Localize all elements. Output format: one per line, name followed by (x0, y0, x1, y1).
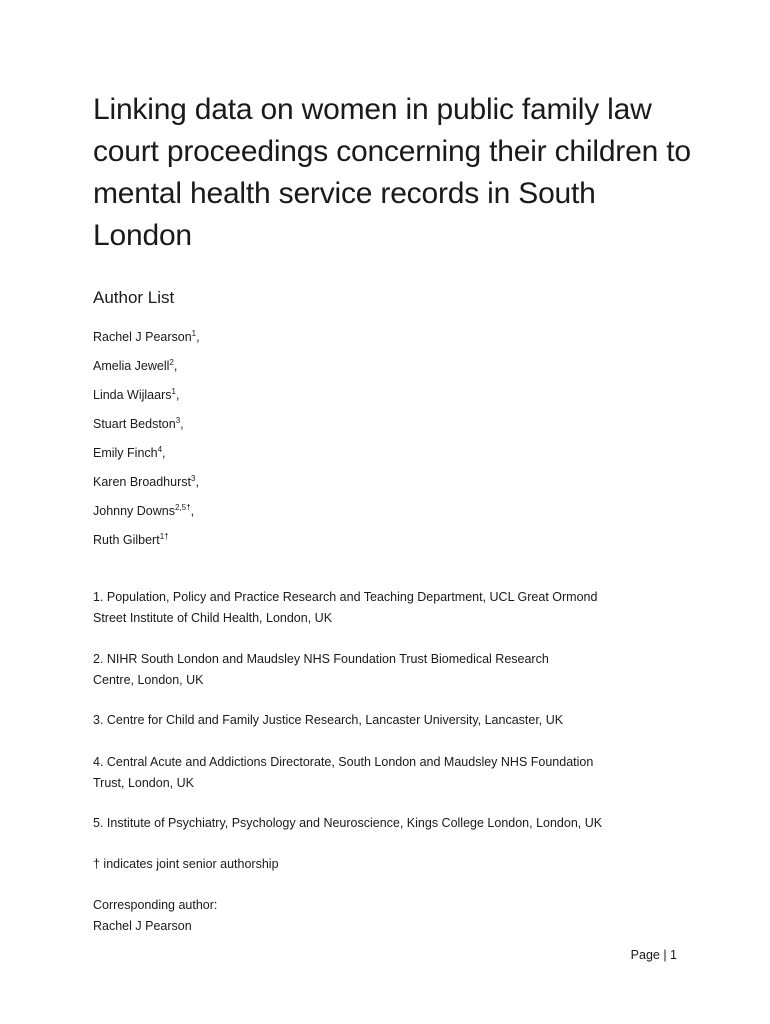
author-affiliation-marker: 4 (157, 444, 163, 454)
affiliation-4 (93, 752, 673, 794)
affiliation-line: 1. Population, Policy and Practice Research and Teaching Department, UCL Great Ormond (93, 590, 598, 604)
affiliation-line: Centre, London, UK (93, 673, 204, 687)
author-item (93, 384, 200, 413)
author-item (93, 355, 200, 384)
author-separator: , (195, 475, 199, 489)
author-item (93, 442, 200, 471)
affiliation-1 (93, 587, 673, 629)
affiliation-5 (93, 813, 673, 834)
author-name: Stuart Bedston (93, 417, 176, 431)
author-list-heading: Author List (93, 288, 175, 307)
author-affiliation-marker: 1 (191, 328, 197, 338)
author-separator: , (190, 504, 195, 518)
author-affiliation-marker: 3 (190, 473, 196, 483)
author-separator: , (162, 446, 166, 460)
affiliation-line: 3. Centre for Child and Family Justice Research, Lancaster University, Lancaster, UK (93, 713, 564, 727)
affiliation-line: 2. NIHR South London and Maudsley NHS Foundation Trust Biomedical Research (93, 652, 549, 666)
author-separator: , (180, 417, 184, 431)
author-separator: , (175, 388, 180, 402)
author-item (93, 529, 200, 558)
corresponding-author (93, 895, 217, 937)
author-item (93, 326, 200, 355)
joint-authorship-note: † indicates joint senior authorship (93, 857, 279, 871)
author-name: Rachel J Pearson (93, 330, 192, 344)
author-name: Ruth Gilbert (93, 533, 160, 547)
author-name: Amelia Jewell (93, 359, 170, 373)
affiliation-line: Trust, London, UK (93, 776, 194, 790)
corresponding-author-name: Rachel J Pearson (93, 919, 192, 933)
author-affiliation-marker: 1 (171, 386, 176, 396)
author-name: Linda Wijlaars (93, 388, 172, 402)
author-separator: , (173, 359, 178, 373)
corresponding-author-label: Corresponding author: (93, 898, 218, 912)
author-affiliation-marker: 1† (159, 531, 169, 541)
author-name: Johnny Downs (93, 504, 175, 518)
author-item (93, 471, 200, 500)
affiliation-line: 5. Institute of Psychiatry, Psychology and Neuroscience, Kings College London, London, UK (93, 816, 603, 830)
author-name: Emily Finch (93, 446, 158, 460)
paper-title: Linking data on women in public family law court proceedings concerning their children to mental health service records in South London (93, 93, 691, 252)
author-list (93, 326, 200, 558)
author-affiliation-marker: 2 (169, 357, 174, 367)
author-affiliation-marker: 3 (175, 415, 181, 425)
author-separator: , (196, 330, 200, 344)
author-affiliation-marker: 2,5† (175, 502, 191, 512)
author-item (93, 500, 200, 529)
affiliation-2 (93, 649, 673, 691)
page-number: Page | 1 (630, 948, 677, 962)
affiliation-3 (93, 710, 673, 731)
affiliation-line: 4. Central Acute and Addictions Directorate, South London and Maudsley NHS Foundation (93, 755, 594, 769)
author-name: Karen Broadhurst (93, 475, 191, 489)
affiliation-line: Street Institute of Child Health, London, UK (93, 611, 333, 625)
author-item (93, 413, 200, 442)
